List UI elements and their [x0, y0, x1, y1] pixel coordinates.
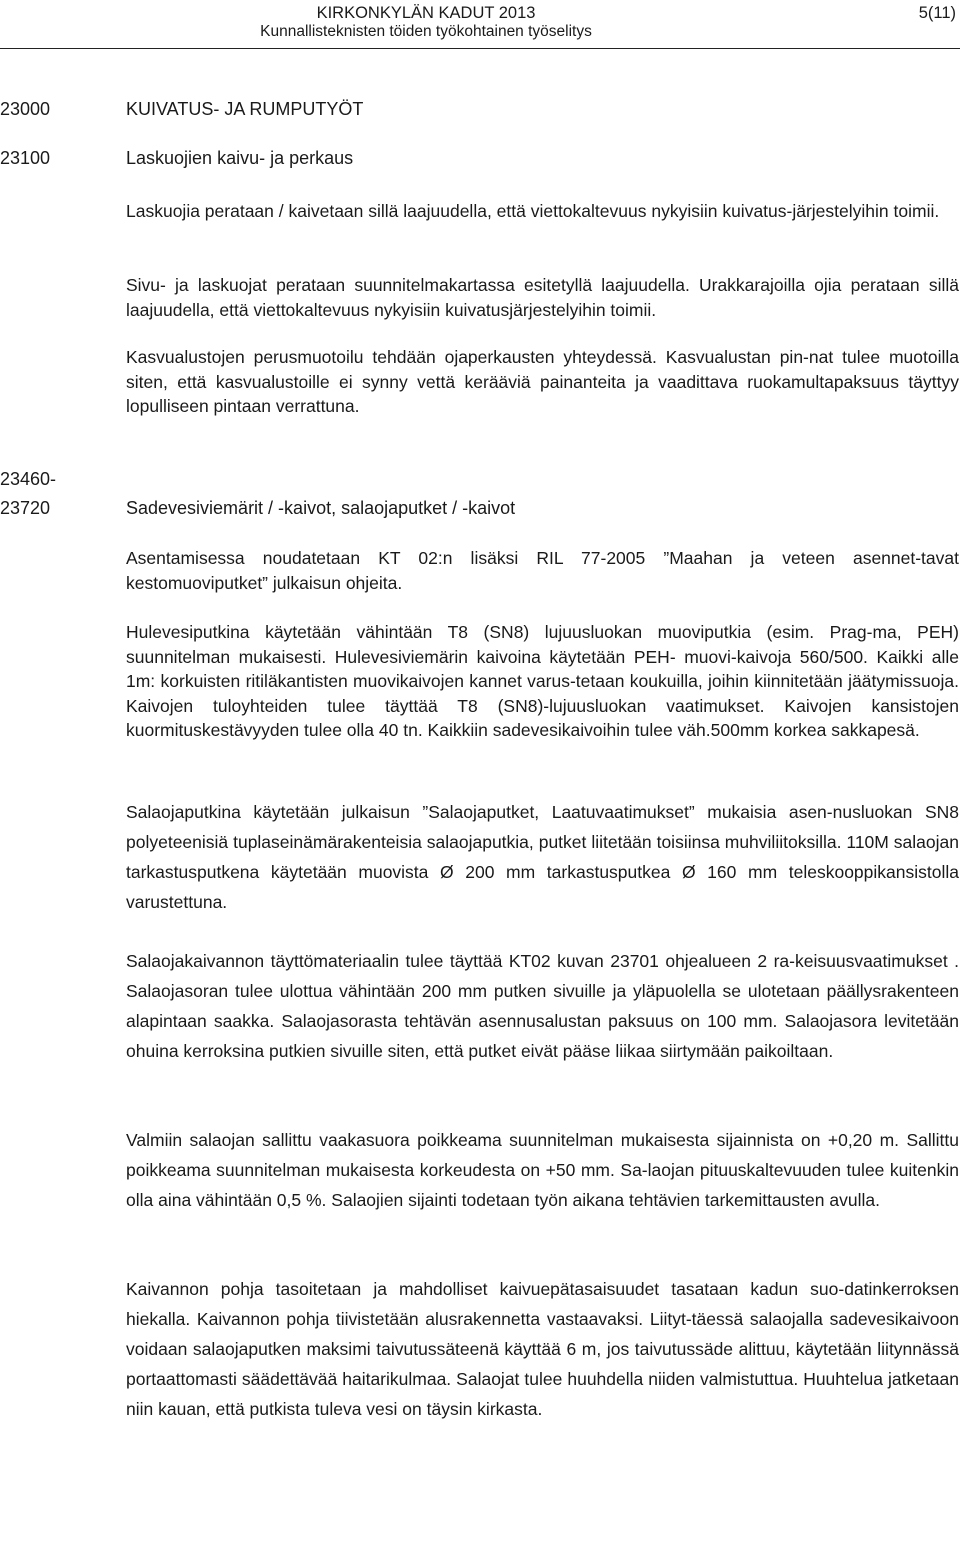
paragraph-stormwater-pipes: Hulevesiputkina käytetään vähintään T8 (SN8) lujuusluokan muoviputkia (esim. Prag-ma, PEH) suunnitelman mukaisesti. Hulevesiviemärin kaivoina käytetään PEH- muovi-kaivoja 560/500. Kaikki alle 1m: korkuisten ritiläkantisten muovikaivojen kannet varus-tetaan koukuilla, joihin kiinnitetään jäätymissuoja. Kaivojen tuloyhteiden tulee täyttää T8 (SN8)-lujuusluokan vaatimukset. Kaivojen kansistojen kuormituskestävyyden tulee olla 40 tn. Kaikkiin sadevesikaivoihin tulee väh.500mm korkea sakkapesä. — [126, 622, 959, 740]
paragraph-side-ditches: Sivu- ja laskuojat perataan suunnitelmakartassa esitetyllä laajuudella. Urakkarajoilla ojia perataan sillä laajuudella, että viettokaltevuus nykyisiin kuivatusjärjestelyihin toimii. — [126, 275, 959, 320]
page-number: 5(11) — [918, 4, 956, 22]
paragraph-tolerances: Valmiin salaojan sallittu vaakasuora poikkeama suunnitelman mukaisesta sijainnista on +0,20 m. Sallittu poikkeama suunnitelman mukaisesta korkeudesta on +50 mm. Sa-laojan pituuskaltevuuden tulee kuitenkin olla aina vähintään 0,5 %. Salaojien sijainti todetaan työn aikana tehtävien tarkemittausten avulla. — [126, 1130, 959, 1210]
paragraph-growth-medium: Kasvualustojen perusmuotoilu tehdään ojaperkausten yhteydessä. Kasvualustan pin-nat tulee muotoilla siten, että kasvualustoille ei synny vettä kerääviä painanteita ja vaadittava ruokamultapaksuus täyttyy lopulliseen pintaan verrattuna. — [126, 347, 959, 416]
section-number-23000: 23000 — [0, 99, 51, 119]
document-title: KIRKONKYLÄN KADUT 2013 — [316, 4, 536, 22]
paragraph-trench-fill: Salaojakaivannon täyttömateriaalin tulee täyttää KT02 kuvan 23701 ohjealueen 2 ra-keisuusvaatimukset . Salaojasoran tulee ulottua vähintään 200 mm putken sivuille ja yläpuolella se ulotetaan päällysrakenteen alapintaan saakka. Salaojasorasta tehtävän asennusalustan paksuus on 100 mm. Salaojasora levitetään ohuina kerroksina putkien sivuille siten, että putket eivät pääse liikaa siirtymään paikoiltaan. — [126, 951, 959, 1061]
section-title-23460: Sadevesiviemärit / -kaivot, salaojaputket / -kaivot — [126, 498, 516, 518]
paragraph-installation-standards: Asentamisessa noudatetaan KT 02:n lisäksi RIL 77-2005 ”Maahan ja veteen asennet-tavat kestomuoviputket” julkaisun ohjeita. — [126, 548, 959, 593]
section-title-23000: KUIVATUS- JA RUMPUTYÖT — [126, 99, 364, 119]
paragraph-trench-bottom: Kaivannon pohja tasoitetaan ja mahdolliset kaivuepätasaisuudet tasataan kadun suo-datinkerroksen hiekalla. Kaivannon pohja tiivistetään alusrakennetta vastaavaksi. Liityt-täessä salaojalla sadevesikaivoon voidaan salaojaputken maksimi taivutussäteenä käyttää 6 m, jos taivutussäde alittuu, käytetään liitynnässä portaattomasti säädettävää haitarikulmaa. Salaojat tulee huuhdella niiden valmistuttua. Huuhtelua jatketaan niin kauan, että putkista tuleva vesi on täysin kirkasta. — [126, 1279, 959, 1419]
paragraph-drain-pipes: Salaojaputkina käytetään julkaisun ”Salaojaputket, Laatuvaatimukset” mukaisia asen-nusluokan SN8 polyeteenisiä tuplaseinämärakenteisia salaojaputkia, putket liitetään toisiinsa muhviliitoksilla. 110M salaojan tarkastusputkena käytetään muovista Ø 200 mm tarkastusputkea Ø 160 mm teleskooppikansistolla varustettuna. — [126, 802, 959, 912]
section-number-23460-line2: 23720 — [0, 498, 51, 518]
section-number-23460-line1: 23460- — [0, 469, 57, 489]
page-header — [0, 0, 960, 46]
section-title-23100: Laskuojien kaivu- ja perkaus — [126, 148, 354, 168]
header-divider — [0, 48, 960, 49]
section-number-23100: 23100 — [0, 148, 51, 168]
document-subtitle: Kunnallisteknisten töiden työkohtainen työselitys — [260, 23, 592, 40]
paragraph-ditch-excavation: Laskuojia perataan / kaivetaan sillä laajuudella, että viettokaltevuus nykyisiin kuivatus-järjestelyihin toimii. — [126, 201, 940, 221]
